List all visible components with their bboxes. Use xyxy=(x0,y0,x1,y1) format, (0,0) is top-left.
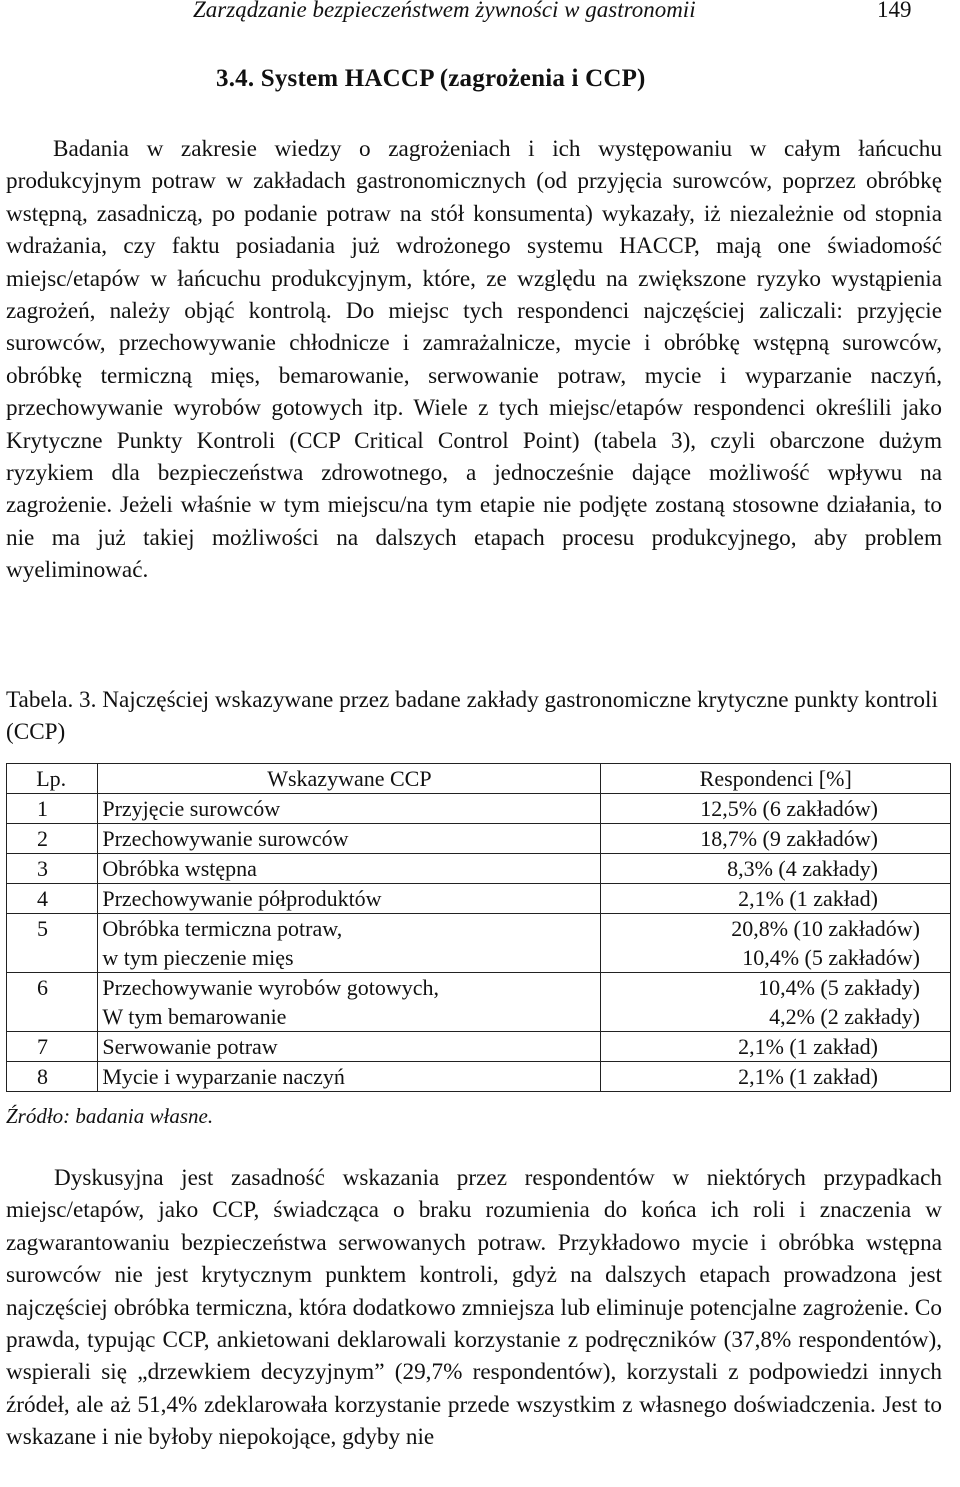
table-row xyxy=(7,1032,951,1062)
cell-respondents-line-1: 10,4% (5 zakłady) xyxy=(758,975,920,1000)
cell-lp: 4 xyxy=(7,884,98,914)
table-row xyxy=(7,973,951,1032)
cell-lp: 7 xyxy=(7,1032,98,1062)
cell-ccp: Przechowywanie surowców xyxy=(98,824,601,854)
cell-respondents-line-2: 4,2% (2 zakłady) xyxy=(769,1004,920,1029)
cell-ccp: Przechowywanie półproduktów xyxy=(98,884,601,914)
cell-respondents: 18,7% (9 zakładów) xyxy=(601,824,951,854)
cell-ccp: Mycie i wyparzanie naczyń xyxy=(98,1062,601,1092)
cell-lp: 8 xyxy=(7,1062,98,1092)
cell-lp: 6 xyxy=(7,973,98,1032)
cell-respondents-multiline xyxy=(601,973,951,1032)
cell-lp: 3 xyxy=(7,854,98,884)
cell-respondents-multiline xyxy=(601,914,951,973)
header-respondents: Respondenci [%] xyxy=(601,764,951,794)
table-header-row xyxy=(7,764,951,794)
cell-respondents: 2,1% (1 zakład) xyxy=(601,1032,951,1062)
cell-ccp-line-2: W tym bemarowanie xyxy=(102,1004,287,1029)
cell-ccp-multiline xyxy=(98,914,601,973)
cell-lp: 1 xyxy=(7,794,98,824)
table-caption: Tabela. 3. Najczęściej wskazywane przez badane zakłady gastronomiczne krytyczne punkty kontroli (CCP) xyxy=(6,687,938,746)
header-ccp: Wskazywane CCP xyxy=(98,764,601,794)
table-row xyxy=(7,914,951,973)
table-row xyxy=(7,794,951,824)
cell-respondents: 2,1% (1 zakład) xyxy=(601,884,951,914)
section-heading: 3.4. System HACCP (zagrożenia i CCP) xyxy=(216,65,646,92)
cell-respondents: 12,5% (6 zakładów) xyxy=(601,794,951,824)
header-lp: Lp. xyxy=(7,764,98,794)
table-row xyxy=(7,824,951,854)
cell-ccp: Obróbka wstępna xyxy=(98,854,601,884)
table-row xyxy=(7,884,951,914)
cell-lp: 2 xyxy=(7,824,98,854)
cell-lp: 5 xyxy=(7,914,98,973)
running-header xyxy=(0,0,960,31)
cell-respondents-line-2: 10,4% (5 zakładów) xyxy=(742,945,920,970)
ccp-table xyxy=(6,763,951,1092)
page-number: 149 xyxy=(877,0,912,22)
cell-respondents: 8,3% (4 zakłady) xyxy=(601,854,951,884)
cell-ccp-multiline xyxy=(98,973,601,1032)
cell-ccp-line-1: Przechowywanie wyrobów gotowych, xyxy=(102,975,439,1000)
cell-ccp: Serwowanie potraw xyxy=(98,1032,601,1062)
table-row xyxy=(7,854,951,884)
table-source-note: Źródło: badania własne. xyxy=(6,1104,214,1128)
cell-ccp-line-2: w tym pieczenie mięs xyxy=(102,945,294,970)
cell-respondents: 2,1% (1 zakład) xyxy=(601,1062,951,1092)
running-title: Zarządzanie bezpieczeństwem żywności w gastronomii xyxy=(193,0,696,22)
body-paragraph-2: Dyskusyjna jest zasadność wskazania przez respondentów w niektórych przypadkach miejsc/etapów, jako CCP, świadcząca o braku rozumienia do końca ich roli i znaczenia w zagwarantowaniu bezpieczeństwa serwowanych potraw. Przykładowo mycie i obróbka wstępna surowców nie jest krytycznym punktem kontroli, gdyż na dalszych etapach prowadzona jest najczęściej obróbka termiczna, która dodatkowo zmniejsza lub eliminuje potencjalne zagrożenie. Co prawda, typując CCP, ankietowani deklarowali korzystanie z podręczników (37,8% respondentów), wspierali się „drzewkiem decyzyjnym” (29,7% respondentów), korzystali z podpowiedzi innych źródeł, ale aż 51,4% zdeklarowała korzystanie przede wszystkim z własnego doświadczenia. Jest to wskazane i nie byłoby niepokojące, gdyby nie xyxy=(6,1165,942,1451)
body-paragraph-1: Badania w zakresie wiedzy o zagrożeniach i ich występowaniu w całym łańcuchu produkcyjnym potraw w zakładach gastronomicznych (od przyjęcia surowców, poprzez obróbkę wstępną, zasadniczą, po podanie potraw na stół konsumenta) wykazały, iż niezależnie od stopnia wdrażania, czy faktu posiadania już wdrożonego systemu HACCP, mają one świadomość miejsc/etapów w łańcuchu produkcyjnym, które, ze względu na zwiększone ryzyko wystąpienia zagrożeń, należy objąć kontrolą. Do miejsc tych respondenci najczęściej zaliczali: przyjęcie surowców, przechowywanie chłodnicze i zamrażalnicze, mycie i obróbkę wstępną surowców, obróbkę termiczną mięs, bemarowanie, serwowanie potraw, mycie i wyparzanie naczyń, przechowywanie wyrobów gotowych itp. Wiele z tych miejsc/etapów respondenci określili jako Krytyczne Punkty Kontroli (CCP Critical Control Point) (tabela 3), czyli obarczone dużym ryzykiem dla bezpieczeństwa zdrowotnego, a jednocześnie dające możliwość wpływu na zagrożenie. Jeżeli właśnie w tym miejscu/na tym etapie nie podjęte zostaną stosowne działania, to nie ma już takiej możliwości na dalszych etapach procesu produkcyjnego, aby problem wyeliminować. xyxy=(6,136,942,584)
table-row xyxy=(7,1062,951,1092)
cell-ccp: Przyjęcie surowców xyxy=(98,794,601,824)
cell-respondents-line-1: 20,8% (10 zakładów) xyxy=(731,916,920,941)
cell-ccp-line-1: Obróbka termiczna potraw, xyxy=(102,916,343,941)
